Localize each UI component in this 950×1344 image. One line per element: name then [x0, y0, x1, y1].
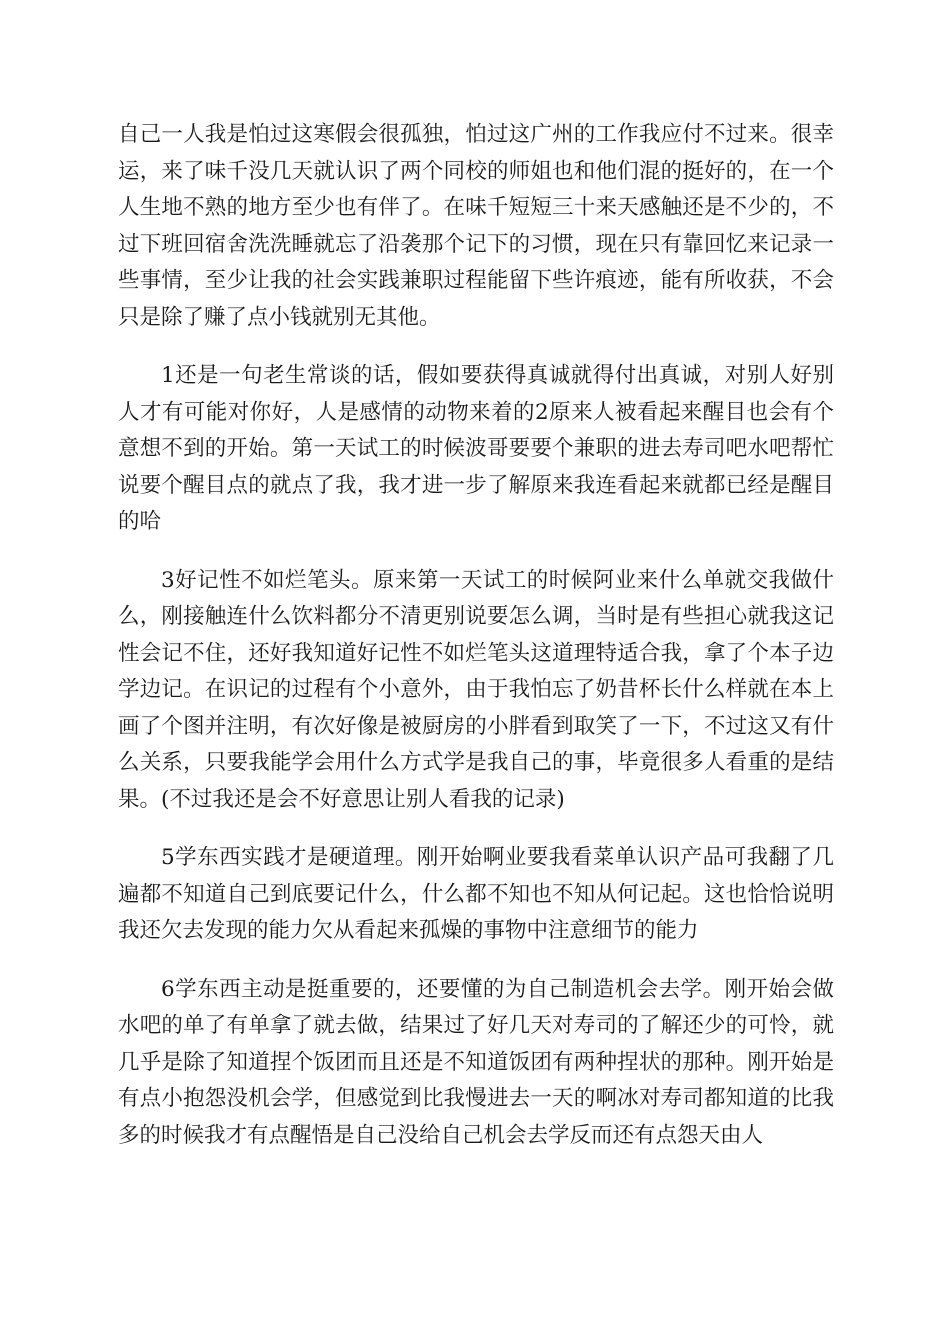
paragraph-point-6: 6学东西主动是挺重要的，还要懂的为自己制造机会去学。刚开始会做水吧的单了有单拿了就去做，结果过了好几天对寿司的了解还少的可怜，就几乎是除了知道捏个饭团而且还是不知道饭团有两种捏状的那种。刚开始是有点小抱怨没机会学，但感觉到比我慢进去一天的啊冰对寿司都知道的比我多的时候我才有点醒悟是自己没给自己机会去学反而还有点怨天由人 — [118, 976, 834, 1148]
paragraph-point-1-2: 1还是一句老生常谈的话，假如要获得真诚就得付出真诚，对别人好别人才有可能对你好，人是感情的动物来着的2原来人被看起来醒目也会有个意想不到的开始。第一天试工的时候波哥要要个兼职的进去寿司吧水吧帮忙说要个醒目点的就点了我，我才进一步了解原来我连看起来就都已经是醒目的哈 — [118, 363, 834, 534]
paragraph-point-5: 5学东西实践才是硬道理。刚开始啊业要我看菜单认识产品可我翻了几遍都不知道自己到底要记什么，什么都不知也不知从何记起。这也恰恰说明我还欠去发现的能力欠从看起来孤燥的事物中注意细节的能力 — [118, 845, 834, 943]
paragraph-point-3: 3好记性不如烂笔头。原来第一天试工的时候阿业来什么单就交我做什么，刚接触连什么饮料都分不清更别说要怎么调，当时是有些担心就我这记性会记不住，还好我知道好记性不如烂笔头这道理特适合我，拿了个本子边学边记。在识记的过程有个小意外，由于我怕忘了奶昔杯长什么样就在本上画了个图并注明，有次好像是被厨房的小胖看到取笑了一下，不过这又有什么关系，只要我能学会用什么方式学是我自己的事，毕竟很多人看重的是结果。(不过我还是会不好意思让别人看我的记录) — [118, 567, 834, 812]
paragraph-intro: 自己一人我是怕过这寒假会很孤独，怕过这广州的工作我应付不过来。很幸运，来了味千没几天就认识了两个同校的师姐也和他们混的挺好的，在一个人生地不熟的地方至少也有伴了。在味千短短三十来天感触还是不少的，不过下班回宿舍洗洗睡就忘了沿袭那个记下的习惯，现在只有靠回忆来记录一些事情，至少让我的社会实践兼职过程能留下些许痕迹，能有所收获，不会只是除了赚了点小钱就别无其他。 — [118, 122, 834, 330]
document-page — [118, 117, 834, 1176]
